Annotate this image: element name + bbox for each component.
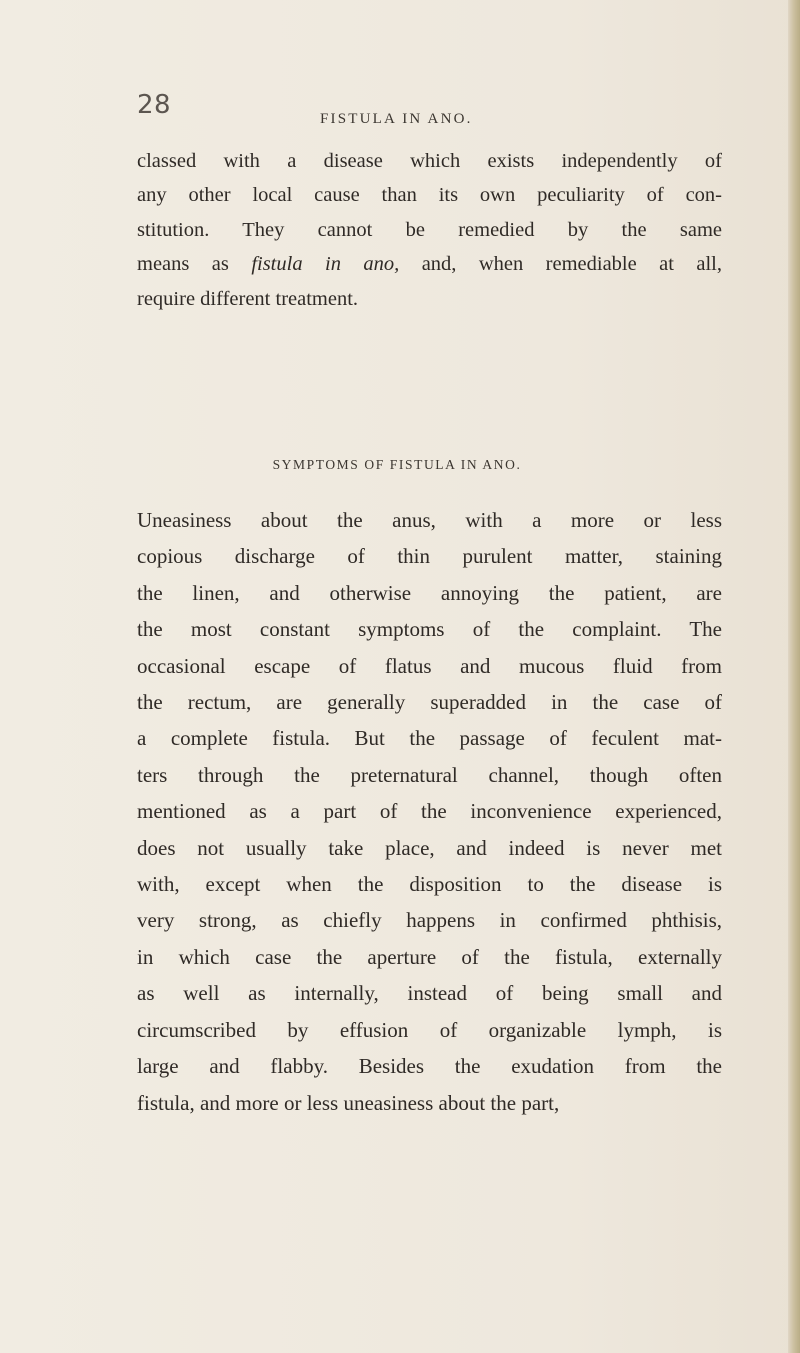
text-line: circumscribed by effusion of organizable lymph, is [137, 1017, 722, 1042]
paragraph-1 [137, 144, 722, 316]
text-line: stitution. They cannot be remedied by the same [137, 218, 722, 241]
text-line: any other local cause than its own peculiarity of con- [137, 184, 722, 207]
text-line: large and flabby. Besides the exudation from the [137, 1054, 722, 1079]
text-line: does not usually take place, and indeed is never met [137, 835, 722, 860]
text-line: very strong, as chiefly happens in confirmed phthisis, [137, 908, 722, 933]
text-line: fistula, and more or less uneasiness about the part, [137, 1090, 560, 1115]
text-fragment: and, when remediable at all, [421, 253, 722, 276]
text-line: the linen, and otherwise annoying the patient, are [137, 580, 722, 605]
text-line: the rectum, are generally superadded in the case of [137, 690, 722, 715]
page-number: 28 [137, 90, 172, 120]
text-line: as well as internally, instead of being small and [137, 981, 722, 1006]
text-line: in which case the aperture of the fistula, externally [137, 944, 722, 969]
text-line: a complete fistula. But the passage of feculent mat- [137, 726, 722, 751]
text-line: require different treatment. [137, 287, 359, 310]
text-line: occasional escape of flatus and mucous fluid from [137, 653, 722, 678]
text-fragment: means as [137, 253, 229, 276]
running-head: FISTULA IN ANO. [320, 111, 473, 127]
section-heading [0, 457, 800, 473]
text-line: mentioned as a part of the inconvenience experienced, [137, 799, 722, 824]
text-line: Uneasiness about the anus, with a more or less [137, 508, 722, 532]
text-line: the most constant symptoms of the complaint. The [137, 617, 722, 642]
text-line: copious discharge of thin purulent matter, staining [137, 544, 722, 569]
text-line: classed with a disease which exists independently of [137, 150, 722, 172]
text-line: with, except when the disposition to the disease is [137, 872, 722, 897]
section-heading-text: SYMPTOMS OF FISTULA IN ANO. [272, 457, 522, 472]
text-line-mixed [137, 247, 722, 281]
italic-phrase: fistula in ano, [251, 253, 400, 276]
paragraph-2 [137, 502, 722, 1121]
page-edge [788, 0, 800, 1353]
text-line: ters through the preternatural channel, though often [137, 762, 722, 787]
